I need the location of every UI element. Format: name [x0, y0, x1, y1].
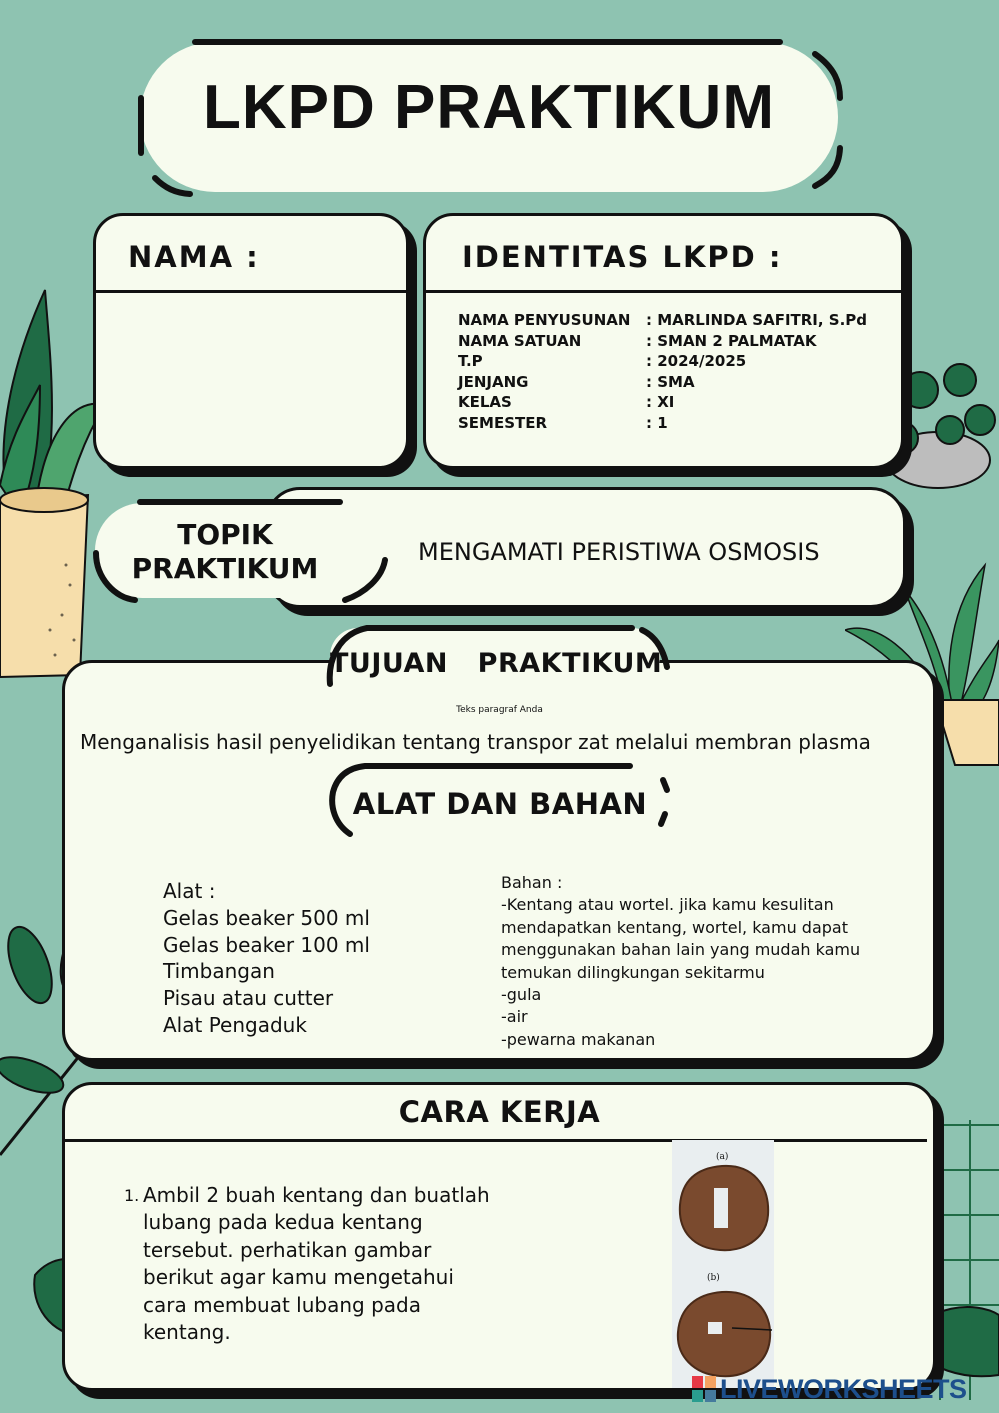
list-item: Timbangan: [163, 959, 275, 984]
materials-label: ALAT DAN BAHAN: [352, 787, 648, 821]
figure-label-b: (b): [707, 1273, 720, 1283]
list-item: -air: [501, 1007, 528, 1027]
procedure-label: CARA KERJA: [398, 1095, 601, 1129]
objective-text: Menganalisis hasil penyelidikan tentang transpor zat melalui membran plasma: [80, 730, 871, 754]
potato-illustration: [672, 1140, 774, 1388]
name-input-area[interactable]: [100, 298, 398, 458]
objective-label: TUJUAN PRAKTIKUM: [330, 648, 663, 679]
name-divider: [96, 290, 406, 293]
list-item: mendapatkan kentang, wortel, kamu dapat: [501, 917, 848, 937]
list-item: Gelas beaker 100 ml: [163, 932, 370, 957]
objective-placeholder-note: Teks paragraf Anda: [456, 705, 543, 715]
page-title: LKPD PRAKTIKUM: [203, 73, 775, 142]
list-item: temukan dilingkungan sekitarmu: [501, 962, 765, 982]
watermark-text: LIVEWORKSHEETS: [720, 1373, 967, 1404]
list-item: -Kentang atau wortel. jika kamu kesulitan: [501, 895, 834, 915]
identity-row: T.P : 2024/2025: [458, 352, 747, 371]
materials-list: [501, 872, 860, 1051]
topic-value: MENGAMATI PERISTIWA OSMOSIS: [418, 538, 820, 566]
watermark-icon: [692, 1376, 716, 1402]
list-item: menggunakan bahan lain yang mudah kamu: [501, 940, 861, 960]
identity-row: SEMESTER : 1: [458, 413, 668, 432]
procedure-divider: [65, 1139, 927, 1142]
list-item: Alat Pengaduk: [163, 1012, 307, 1037]
step-number: 1.: [124, 1186, 140, 1205]
list-item: Pisau atau cutter: [163, 986, 334, 1011]
identity-list: [458, 310, 878, 434]
identity-divider: [426, 290, 901, 293]
list-item: Gelas beaker 500 ml: [163, 905, 370, 930]
figure-label-a: (a): [716, 1152, 729, 1162]
procedure-step: 1. Ambil 2 buah kentang dan buatlah lubang pada kedua kentang tersebut. perhatikan gambar berikut agar kamu mengetahui cara membuat lubang pada kentang.: [124, 1183, 490, 1345]
identity-row: KELAS : XI: [458, 393, 675, 412]
watermark-logo: [692, 1374, 967, 1404]
list-item: -gula: [501, 985, 542, 1005]
identity-row: JENJANG : SMA: [458, 372, 695, 391]
list-item: -pewarna makanan: [501, 1029, 656, 1049]
identity-row: NAMA PENYUSUNAN : MARLINDA SAFITRI, S.Pd: [458, 311, 868, 329]
materials-title: Bahan :: [501, 873, 563, 892]
topic-label: TOPIK PRAKTIKUM: [131, 518, 319, 585]
tools-list: [163, 878, 370, 1039]
tools-title: Alat :: [163, 879, 216, 903]
identity-row: NAMA SATUAN : SMAN 2 PALMATAK: [458, 331, 817, 350]
potato-figure: [672, 1140, 774, 1388]
name-label: NAMA :: [128, 240, 260, 274]
identity-label: IDENTITAS LKPD :: [462, 240, 783, 274]
